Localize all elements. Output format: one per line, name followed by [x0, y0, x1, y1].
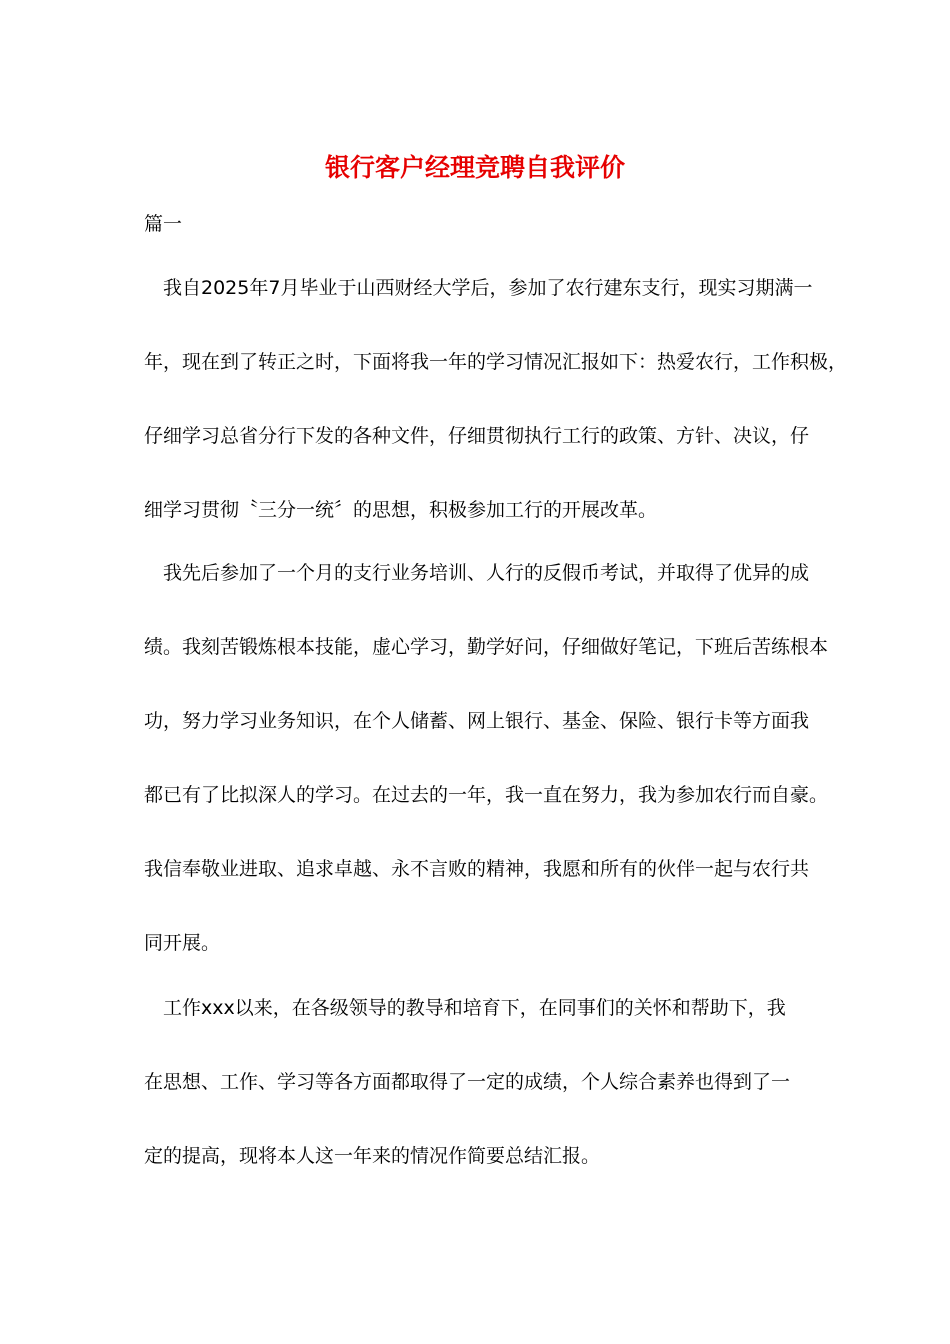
document-title: 银行客户经理竞聘自我评价: [324, 153, 625, 182]
paragraph-1-line-1: 我自2025年7月毕业于山西财经大学后，参加了农行建东支行，现实习期满一: [163, 277, 813, 299]
paragraph-1-line-2: 年，现在到了转正之时，下面将我一年的学习情况汇报如下：热爱农行，工作积极，: [144, 351, 848, 373]
paragraph-2-line-2: 绩。我刻苦锻炼根本技能，虚心学习，勤学好问，仔细做好笔记，下班后苦练根本: [144, 636, 829, 658]
paragraph-2-line-3: 功，努力学习业务知识，在个人储蓄、网上银行、基金、保险、银行卡等方面我: [144, 710, 810, 732]
paragraph-3-line-1: 工作xxx以来，在各级领导的教导和培育下，在同事们的关怀和帮助下，我: [163, 997, 786, 1019]
paragraph-3-line-2: 在思想、工作、学习等各方面都取得了一定的成绩，个人综合素养也得到了一: [144, 1071, 791, 1093]
paragraph-1-line-3: 仔细学习总省分行下发的各种文件，仔细贯彻执行工行的政策、方针、决议，仔: [144, 425, 810, 447]
paragraph-2-line-1: 我先后参加了一个月的支行业务培训、人行的反假币考试，并取得了优异的成: [163, 562, 810, 584]
paragraph-2-line-6: 同开展。: [144, 932, 221, 954]
paragraph-2-line-4: 都已有了比拟深人的学习。在过去的一年，我一直在努力，我为参加农行而自豪。: [144, 784, 829, 806]
paragraph-2-line-5: 我信奉敬业进取、追求卓越、永不言败的精神，我愿和所有的伙伴一起与农行共: [144, 858, 810, 880]
section-label: 篇一: [144, 213, 183, 235]
paragraph-3-line-3: 定的提高，现将本人这一年来的情况作简要总结汇报。: [144, 1145, 601, 1167]
paragraph-1-line-4: 细学习贯彻〝三分一统〞的思想，积极参加工行的开展改革。: [144, 499, 658, 521]
